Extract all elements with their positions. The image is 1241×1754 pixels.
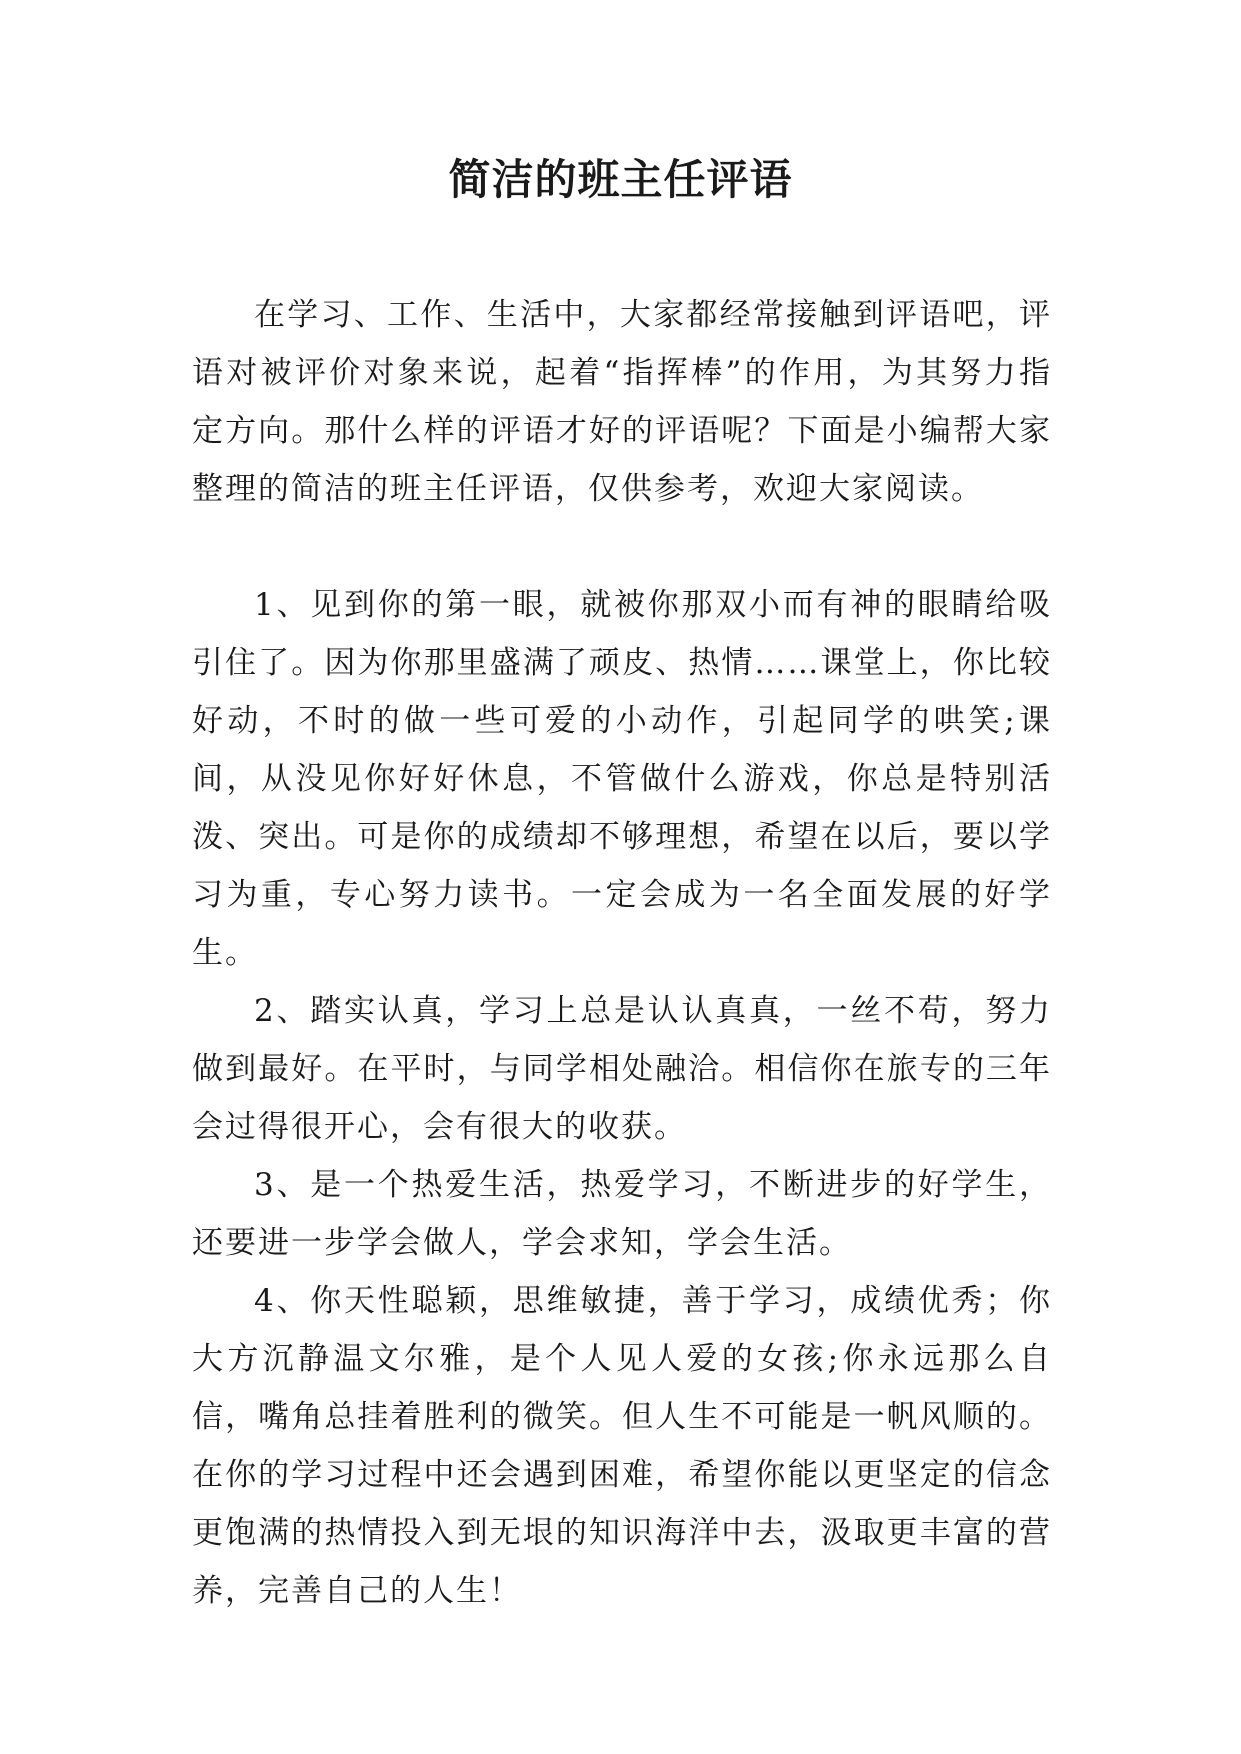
comment-item-4: 4、你天性聪颖，思维敏捷，善于学习，成绩优秀；你大方沉静温文尔雅，是个人见人爱的女孩;你永远那么自信，嘴角总挂着胜利的微笑。但人生不可能是一帆风顺的。在你的学习过程中还会遇到困难，希望你能以更坚定的信念更饱满的热情投入到无垠的知识海洋中去，汲取更丰富的营养，完善自己的人生！ bbox=[192, 1283, 1052, 1609]
document-title: 简洁的班主任评语 bbox=[448, 155, 793, 204]
comment-item-2: 2、踏实认真，学习上总是认认真真，一丝不苟，努力做到最好。在平时，与同学相处融洽。相信你在旅专的三年会过得很开心，会有很大的收获。 bbox=[192, 993, 1052, 1145]
comment-item-1: 1、见到你的第一眼，就被你那双小而有神的眼睛给吸引住了。因为你那里盛满了顽皮、热情……课堂上，你比较好动，不时的做一些可爱的小动作，引起同学的哄笑;课间，从没见你好好休息，不管做什么游戏，你总是特别活泼、突出。可是你的成绩却不够理想，希望在以后，要以学习为重，专心努力读书。一定会成为一名全面发展的好学生。 bbox=[192, 587, 1052, 971]
intro-section bbox=[192, 286, 1052, 518]
comments-list bbox=[192, 576, 1052, 1620]
comment-item-3: 3、是一个热爱生活，热爱学习，不断进步的好学生，还要进一步学会做人，学会求知，学会生活。 bbox=[192, 1167, 1052, 1261]
intro-paragraph: 在学习、工作、生活中，大家都经常接触到评语吧，评语对被评价对象来说，起着“指挥棒”的作用，为其努力指定方向。那什么样的评语才好的评语呢？下面是小编帮大家整理的简洁的班主任评语，仅供参考，欢迎大家阅读。 bbox=[192, 297, 1052, 507]
